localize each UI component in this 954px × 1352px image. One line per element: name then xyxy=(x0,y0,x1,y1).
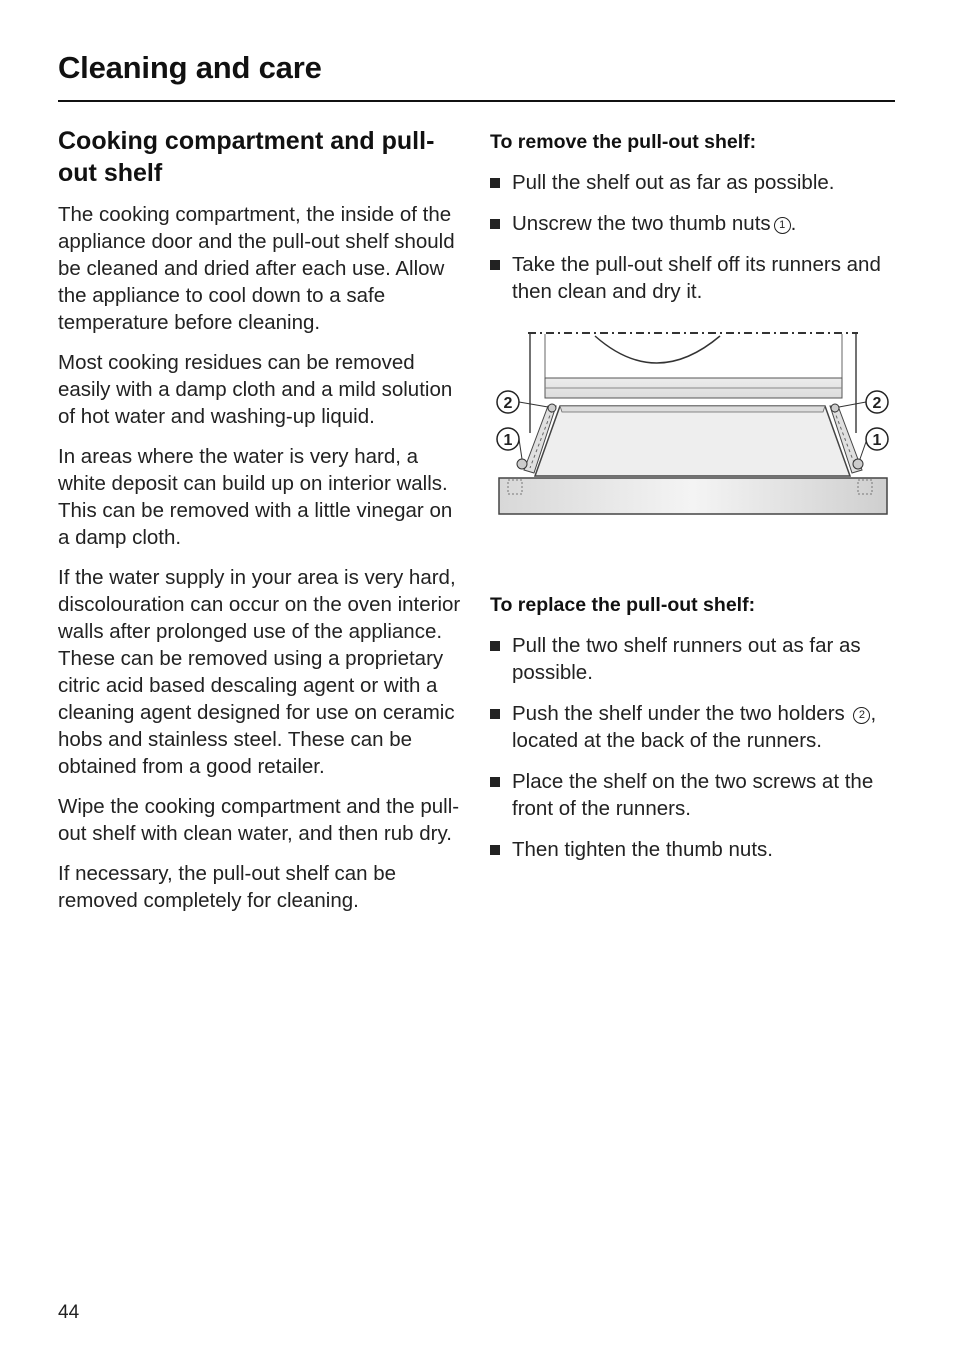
square-bullet-icon xyxy=(490,260,500,270)
step-text: Unscrew the two thumb nuts xyxy=(512,212,771,235)
callout-label: 2 xyxy=(872,395,882,412)
step-text: Push the shelf under the two holders xyxy=(512,702,845,725)
square-bullet-icon xyxy=(490,777,500,787)
remove-heading: To remove the pull-out shelf: xyxy=(490,131,757,153)
list-item xyxy=(490,836,900,863)
list-item xyxy=(490,169,900,196)
callout-ref-1: 1 xyxy=(774,217,791,234)
callout-label: 2 xyxy=(503,395,513,412)
square-bullet-icon xyxy=(490,219,500,229)
left-holder xyxy=(548,404,556,412)
paragraph: Wipe the cooking compartment and the pull-out shelf with clean water, and then rub dry. xyxy=(58,795,460,845)
left-thumb-nut xyxy=(517,459,527,469)
square-bullet-icon xyxy=(490,178,500,188)
fan-cover xyxy=(595,336,720,363)
step-text: Then tighten the thumb nuts. xyxy=(512,838,773,861)
paragraph: Most cooking residues can be removed easily with a damp cloth and a mild solution of hot water and washing-up liquid. xyxy=(58,351,453,428)
callout-label: 1 xyxy=(503,432,513,449)
remove-steps xyxy=(490,169,900,305)
callout-ref-2: 2 xyxy=(853,707,870,724)
list-item xyxy=(490,632,900,686)
list-item xyxy=(490,768,900,822)
square-bullet-icon xyxy=(490,709,500,719)
paragraph: If necessary, the pull-out shelf can be removed completely for cleaning. xyxy=(58,862,397,912)
list-item xyxy=(490,700,900,754)
paragraph: If the water supply in your area is very hard, discolouration can occur on the oven interior walls after prolonged use of the appliance. These can be removed using a proprietary citric acid based descaling agent or with a cleaning agent designed for use on ceramic hobs and stainless steel. These can be obtained from a good retailer. xyxy=(58,566,461,778)
step-text: Place the shelf on the two screws at the front of the runners. xyxy=(512,770,874,820)
title-divider xyxy=(58,100,895,102)
step-text: Pull the two shelf runners out as far as possible. xyxy=(512,634,861,684)
replace-instructions xyxy=(490,592,900,863)
section-heading: Cooking compartment and pull-out shelf xyxy=(58,127,435,187)
shelf-diagram xyxy=(490,328,890,518)
pull-out-shelf xyxy=(535,406,850,476)
shelf-front-panel xyxy=(499,478,887,514)
page-number: 44 xyxy=(58,1302,80,1323)
square-bullet-icon xyxy=(490,641,500,651)
callout-label: 1 xyxy=(872,432,882,449)
page-title: Cleaning and care xyxy=(58,50,322,85)
list-item xyxy=(490,210,900,237)
paragraph: In areas where the water is very hard, a white deposit can build up on interior walls. This can be removed with a little vinegar on a damp cloth. xyxy=(58,445,453,549)
step-text: Take the pull-out shelf off its runners and then clean and dry it. xyxy=(512,253,881,303)
step-text-end: . xyxy=(790,212,797,235)
list-item xyxy=(490,251,900,305)
square-bullet-icon xyxy=(490,845,500,855)
remove-instructions xyxy=(490,129,900,305)
left-column xyxy=(58,125,468,927)
paragraph: The cooking compartment, the inside of the appliance door and the pull-out shelf should be cleaned and dried after each use. Allow the appliance to cool down to a safe temperature before cleaning. xyxy=(58,203,455,334)
step-text-end: , located at the back of the runners. xyxy=(512,702,877,752)
replace-steps xyxy=(490,632,900,863)
right-holder xyxy=(831,404,839,412)
step-text: Pull the shelf out as far as possible. xyxy=(512,171,835,194)
shelf-illustration xyxy=(490,328,890,518)
right-thumb-nut xyxy=(853,459,863,469)
replace-heading: To replace the pull-out shelf: xyxy=(490,594,756,616)
